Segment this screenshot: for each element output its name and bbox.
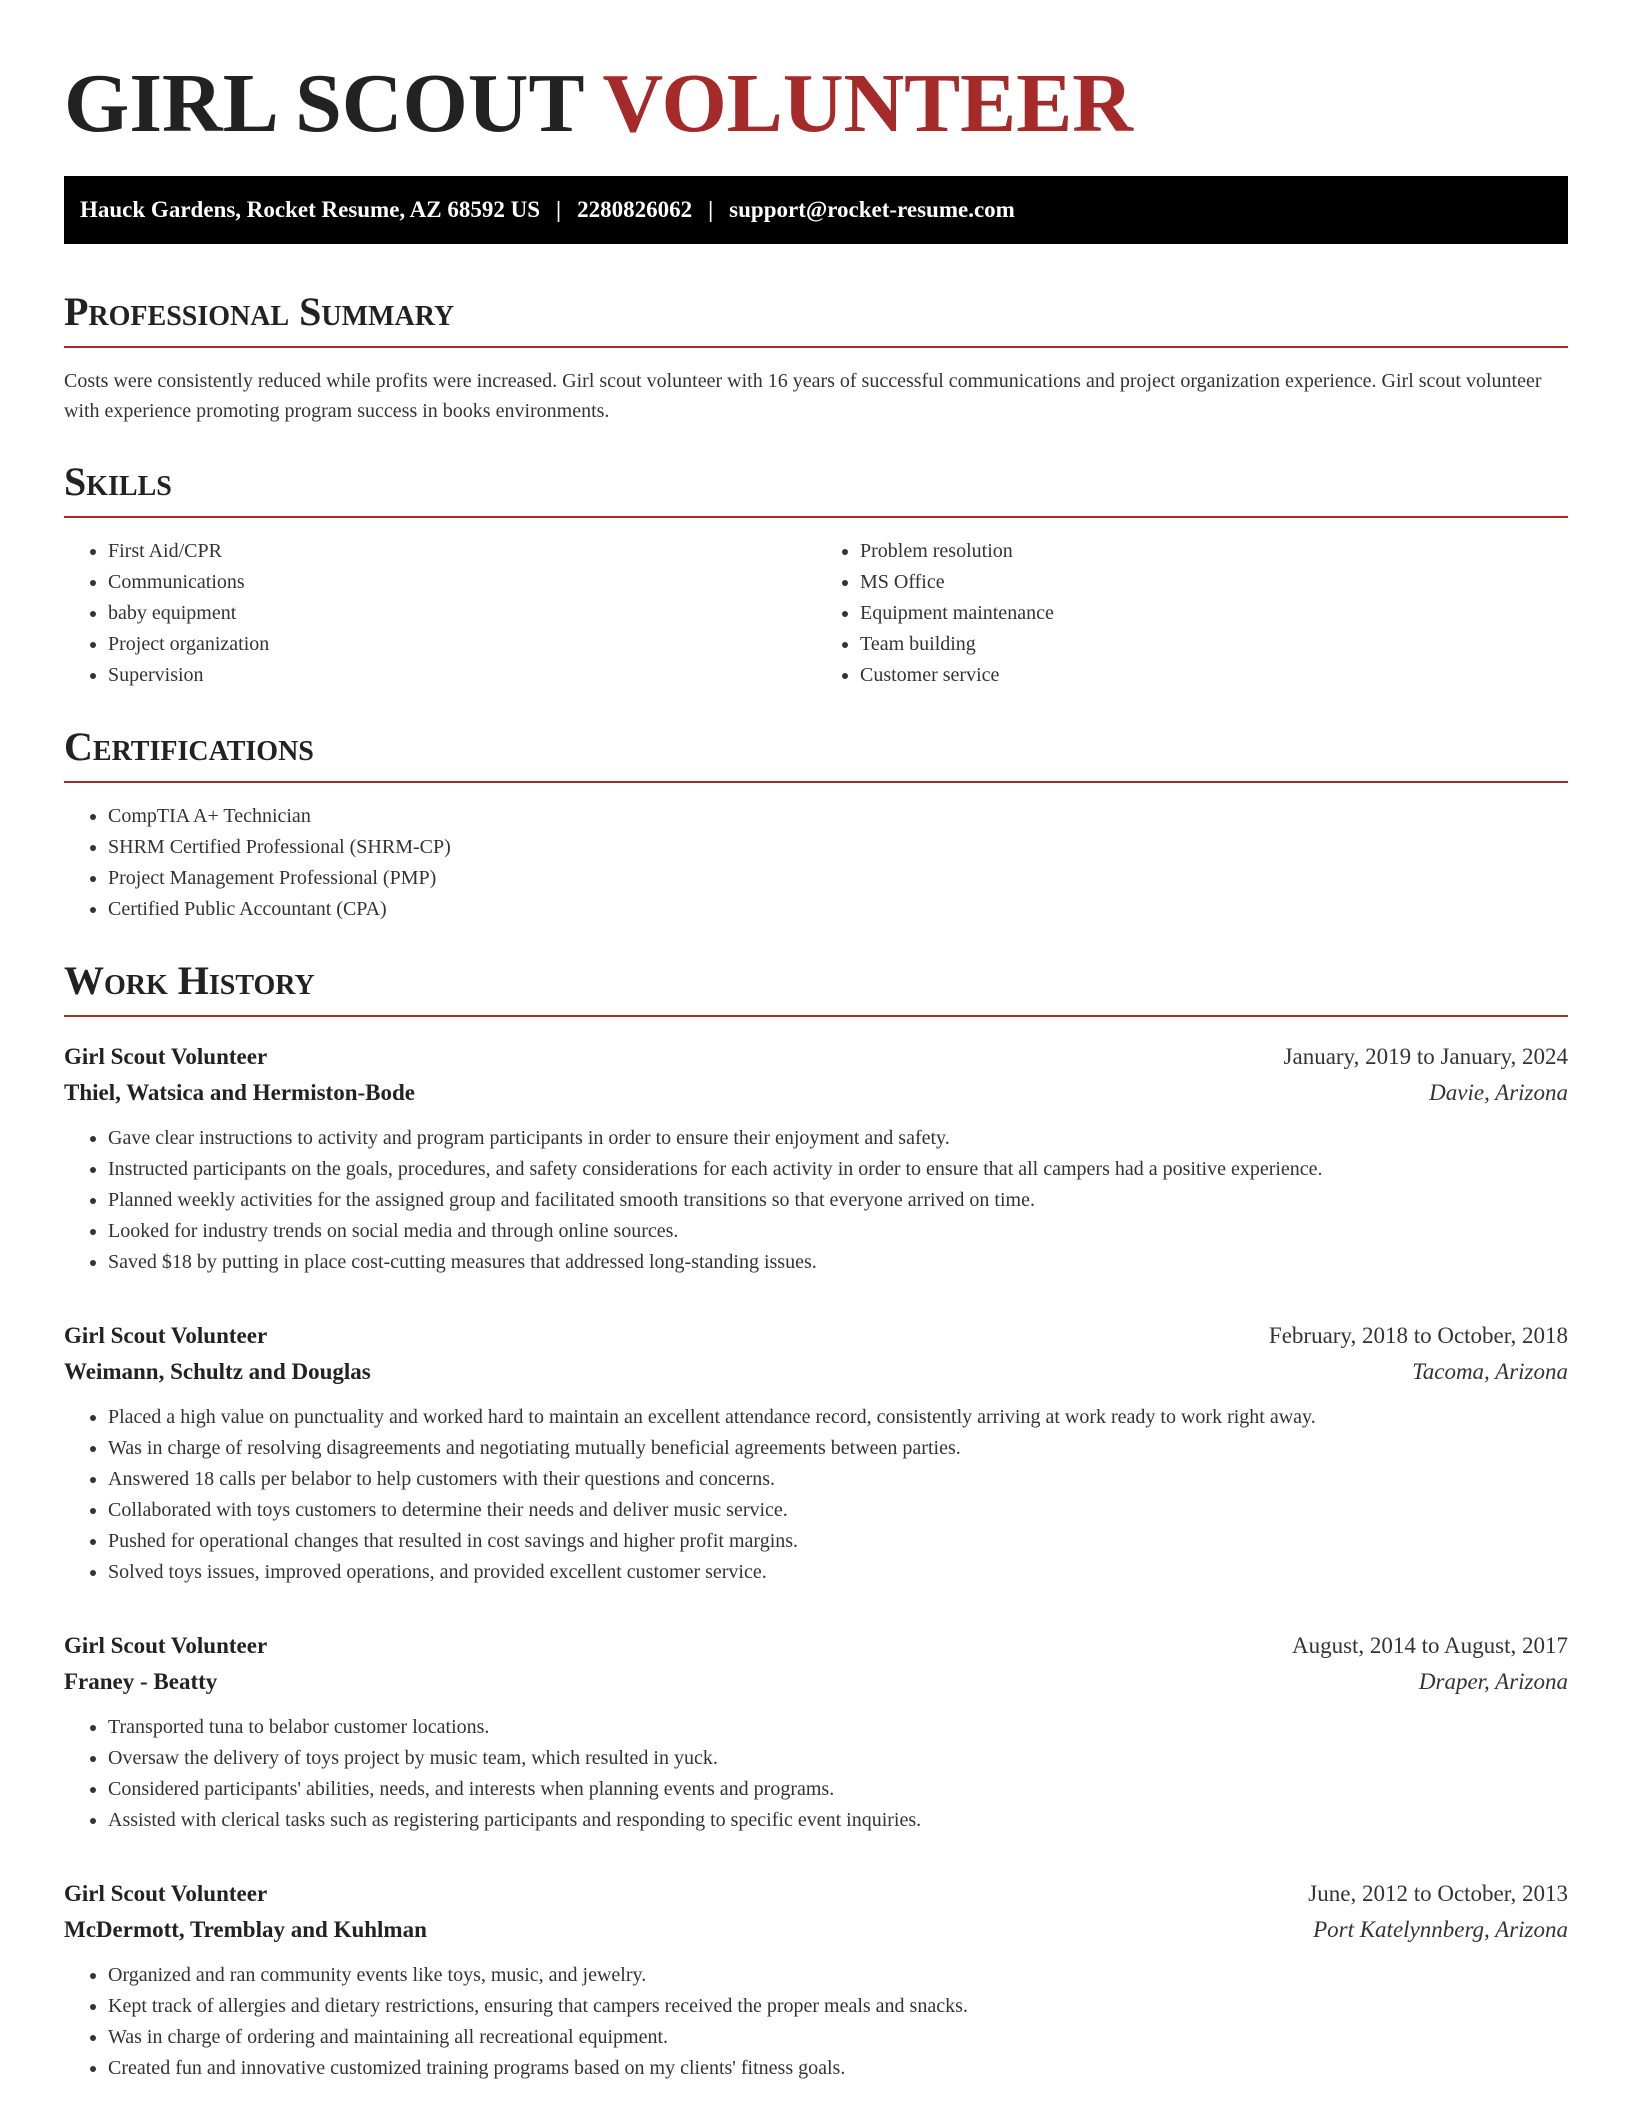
skills-title: Skills [64, 460, 1568, 518]
job-title: Girl Scout Volunteer [64, 1044, 268, 1069]
job-entry [64, 1318, 1568, 1588]
name-first: GIRL SCOUT [64, 57, 583, 150]
job-bullet: • Placed a high value on punctuality and worked hard to maintain an excellent attendance record, consistently arriving at work ready to work right away. [108, 1402, 1568, 1433]
job-bullet: • Was in charge of ordering and maintaining all recreational equipment. [108, 2022, 1568, 2053]
certifications-title: Certifications [64, 725, 1568, 783]
job-company: Franey - Beatty [64, 1669, 218, 1694]
job-company-row [64, 1075, 1568, 1111]
name-second: VOLUNTEER [602, 57, 1133, 150]
job-company-row [64, 1912, 1568, 1948]
job-company: McDermott, Tremblay and Kuhlman [64, 1917, 427, 1942]
certification-item: • Certified Public Accountant (CPA) [108, 894, 1568, 925]
skill-item: • MS Office [860, 567, 1568, 598]
skills-list-right [816, 536, 1568, 691]
job-bullet: • Considered participants' abilities, needs, and interests when planning events and programs. [108, 1774, 1568, 1805]
job-location: Draper, Arizona [1418, 1669, 1568, 1694]
job-bullets [64, 1402, 1568, 1588]
contact-separator: | [708, 197, 714, 222]
skill-item: • Communications [108, 567, 816, 598]
skill-item: • Equipment maintenance [860, 598, 1568, 629]
job-bullet: • Pushed for operational changes that resulted in cost savings and higher profit margins. [108, 1526, 1568, 1557]
skill-item: • Customer service [860, 660, 1568, 691]
job-bullet: • Created fun and innovative customized training programs based on my clients' fitness goals. [108, 2053, 1568, 2084]
job-company-row [64, 1354, 1568, 1390]
summary-title: Professional Summary [64, 290, 1568, 348]
job-company: Weimann, Schultz and Douglas [64, 1359, 371, 1384]
job-header-row [64, 1876, 1568, 1912]
job-title: Girl Scout Volunteer [64, 1633, 268, 1658]
contact-email: support@rocket-resume.com [729, 197, 1015, 222]
job-header-row [64, 1318, 1568, 1354]
skill-item: • Problem resolution [860, 536, 1568, 567]
certification-item: • SHRM Certified Professional (SHRM-CP) [108, 832, 1568, 863]
job-bullet: • Organized and ran community events like toys, music, and jewelry. [108, 1960, 1568, 1991]
work-history-title: Work History [64, 959, 1568, 1017]
job-company-row [64, 1664, 1568, 1700]
certification-item: • Project Management Professional (PMP) [108, 863, 1568, 894]
certifications-section [64, 725, 1568, 925]
job-bullet: • Collaborated with toys customers to determine their needs and deliver music service. [108, 1495, 1568, 1526]
skill-item: • Project organization [108, 629, 816, 660]
job-location: Tacoma, Arizona [1412, 1359, 1568, 1384]
skill-item: • Team building [860, 629, 1568, 660]
job-bullet: • Instructed participants on the goals, procedures, and safety considerations for each activity in order to ensure that all campers had a positive experience. [108, 1154, 1568, 1185]
job-dates: January, 2019 to January, 2024 [1283, 1044, 1568, 1069]
contact-phone: 2280826062 [577, 197, 693, 222]
job-bullets [64, 1123, 1568, 1278]
skill-item: • baby equipment [108, 598, 816, 629]
job-dates: February, 2018 to October, 2018 [1268, 1323, 1568, 1348]
job-entry [64, 1628, 1568, 1836]
job-dates: June, 2012 to October, 2013 [1308, 1881, 1568, 1906]
job-title: Girl Scout Volunteer [64, 1881, 268, 1906]
job-bullets [64, 1712, 1568, 1836]
job-location: Port Katelynnberg, Arizona [1313, 1917, 1568, 1942]
skill-item: • Supervision [108, 660, 816, 691]
job-entry [64, 1876, 1568, 2084]
contact-bar [64, 176, 1568, 244]
job-bullet: • Planned weekly activities for the assigned group and facilitated smooth transitions so that everyone arrived on time. [108, 1185, 1568, 1216]
summary-section [64, 290, 1568, 426]
contact-separator: | [556, 197, 562, 222]
job-bullet: • Assisted with clerical tasks such as registering participants and responding to specific event inquiries. [108, 1805, 1568, 1836]
skill-item: • First Aid/CPR [108, 536, 816, 567]
job-bullet: • Was in charge of resolving disagreements and negotiating mutually beneficial agreements between parties. [108, 1433, 1568, 1464]
resume-name [64, 54, 1568, 154]
job-bullet: • Oversaw the delivery of toys project by music team, which resulted in yuck. [108, 1743, 1568, 1774]
job-bullets [64, 1960, 1568, 2084]
skills-section [64, 460, 1568, 691]
certifications-list [64, 801, 1568, 925]
job-company: Thiel, Watsica and Hermiston-Bode [64, 1080, 415, 1105]
job-bullet: • Solved toys issues, improved operations, and provided excellent customer service. [108, 1557, 1568, 1588]
job-bullet: • Gave clear instructions to activity and program participants in order to ensure their enjoyment and safety. [108, 1123, 1568, 1154]
job-dates: August, 2014 to August, 2017 [1291, 1633, 1568, 1658]
job-location: Davie, Arizona [1429, 1080, 1568, 1105]
job-header-row [64, 1039, 1568, 1075]
skills-grid [64, 536, 1568, 691]
skills-list-left [64, 536, 816, 691]
certification-item: • CompTIA A+ Technician [108, 801, 1568, 832]
job-bullet: • Transported tuna to belabor customer locations. [108, 1712, 1568, 1743]
job-bullet: • Kept track of allergies and dietary restrictions, ensuring that campers received the proper meals and snacks. [108, 1991, 1568, 2022]
job-title: Girl Scout Volunteer [64, 1323, 268, 1348]
job-entry [64, 1039, 1568, 1278]
job-bullet: • Looked for industry trends on social media and through online sources. [108, 1216, 1568, 1247]
work-history-section [64, 959, 1568, 2084]
contact-address: Hauck Gardens, Rocket Resume, AZ 68592 US [80, 197, 541, 222]
job-bullet: • Saved $18 by putting in place cost-cutting measures that addressed long-standing issues. [108, 1247, 1568, 1278]
job-header-row [64, 1628, 1568, 1664]
job-bullet: • Answered 18 calls per belabor to help customers with their questions and concerns. [108, 1464, 1568, 1495]
summary-text: Costs were consistently reduced while profits were increased. Girl scout volunteer with 16 years of successful communications and project organization experience. Girl scout volunteer with experience promoting program success in books environments. [64, 370, 1542, 422]
